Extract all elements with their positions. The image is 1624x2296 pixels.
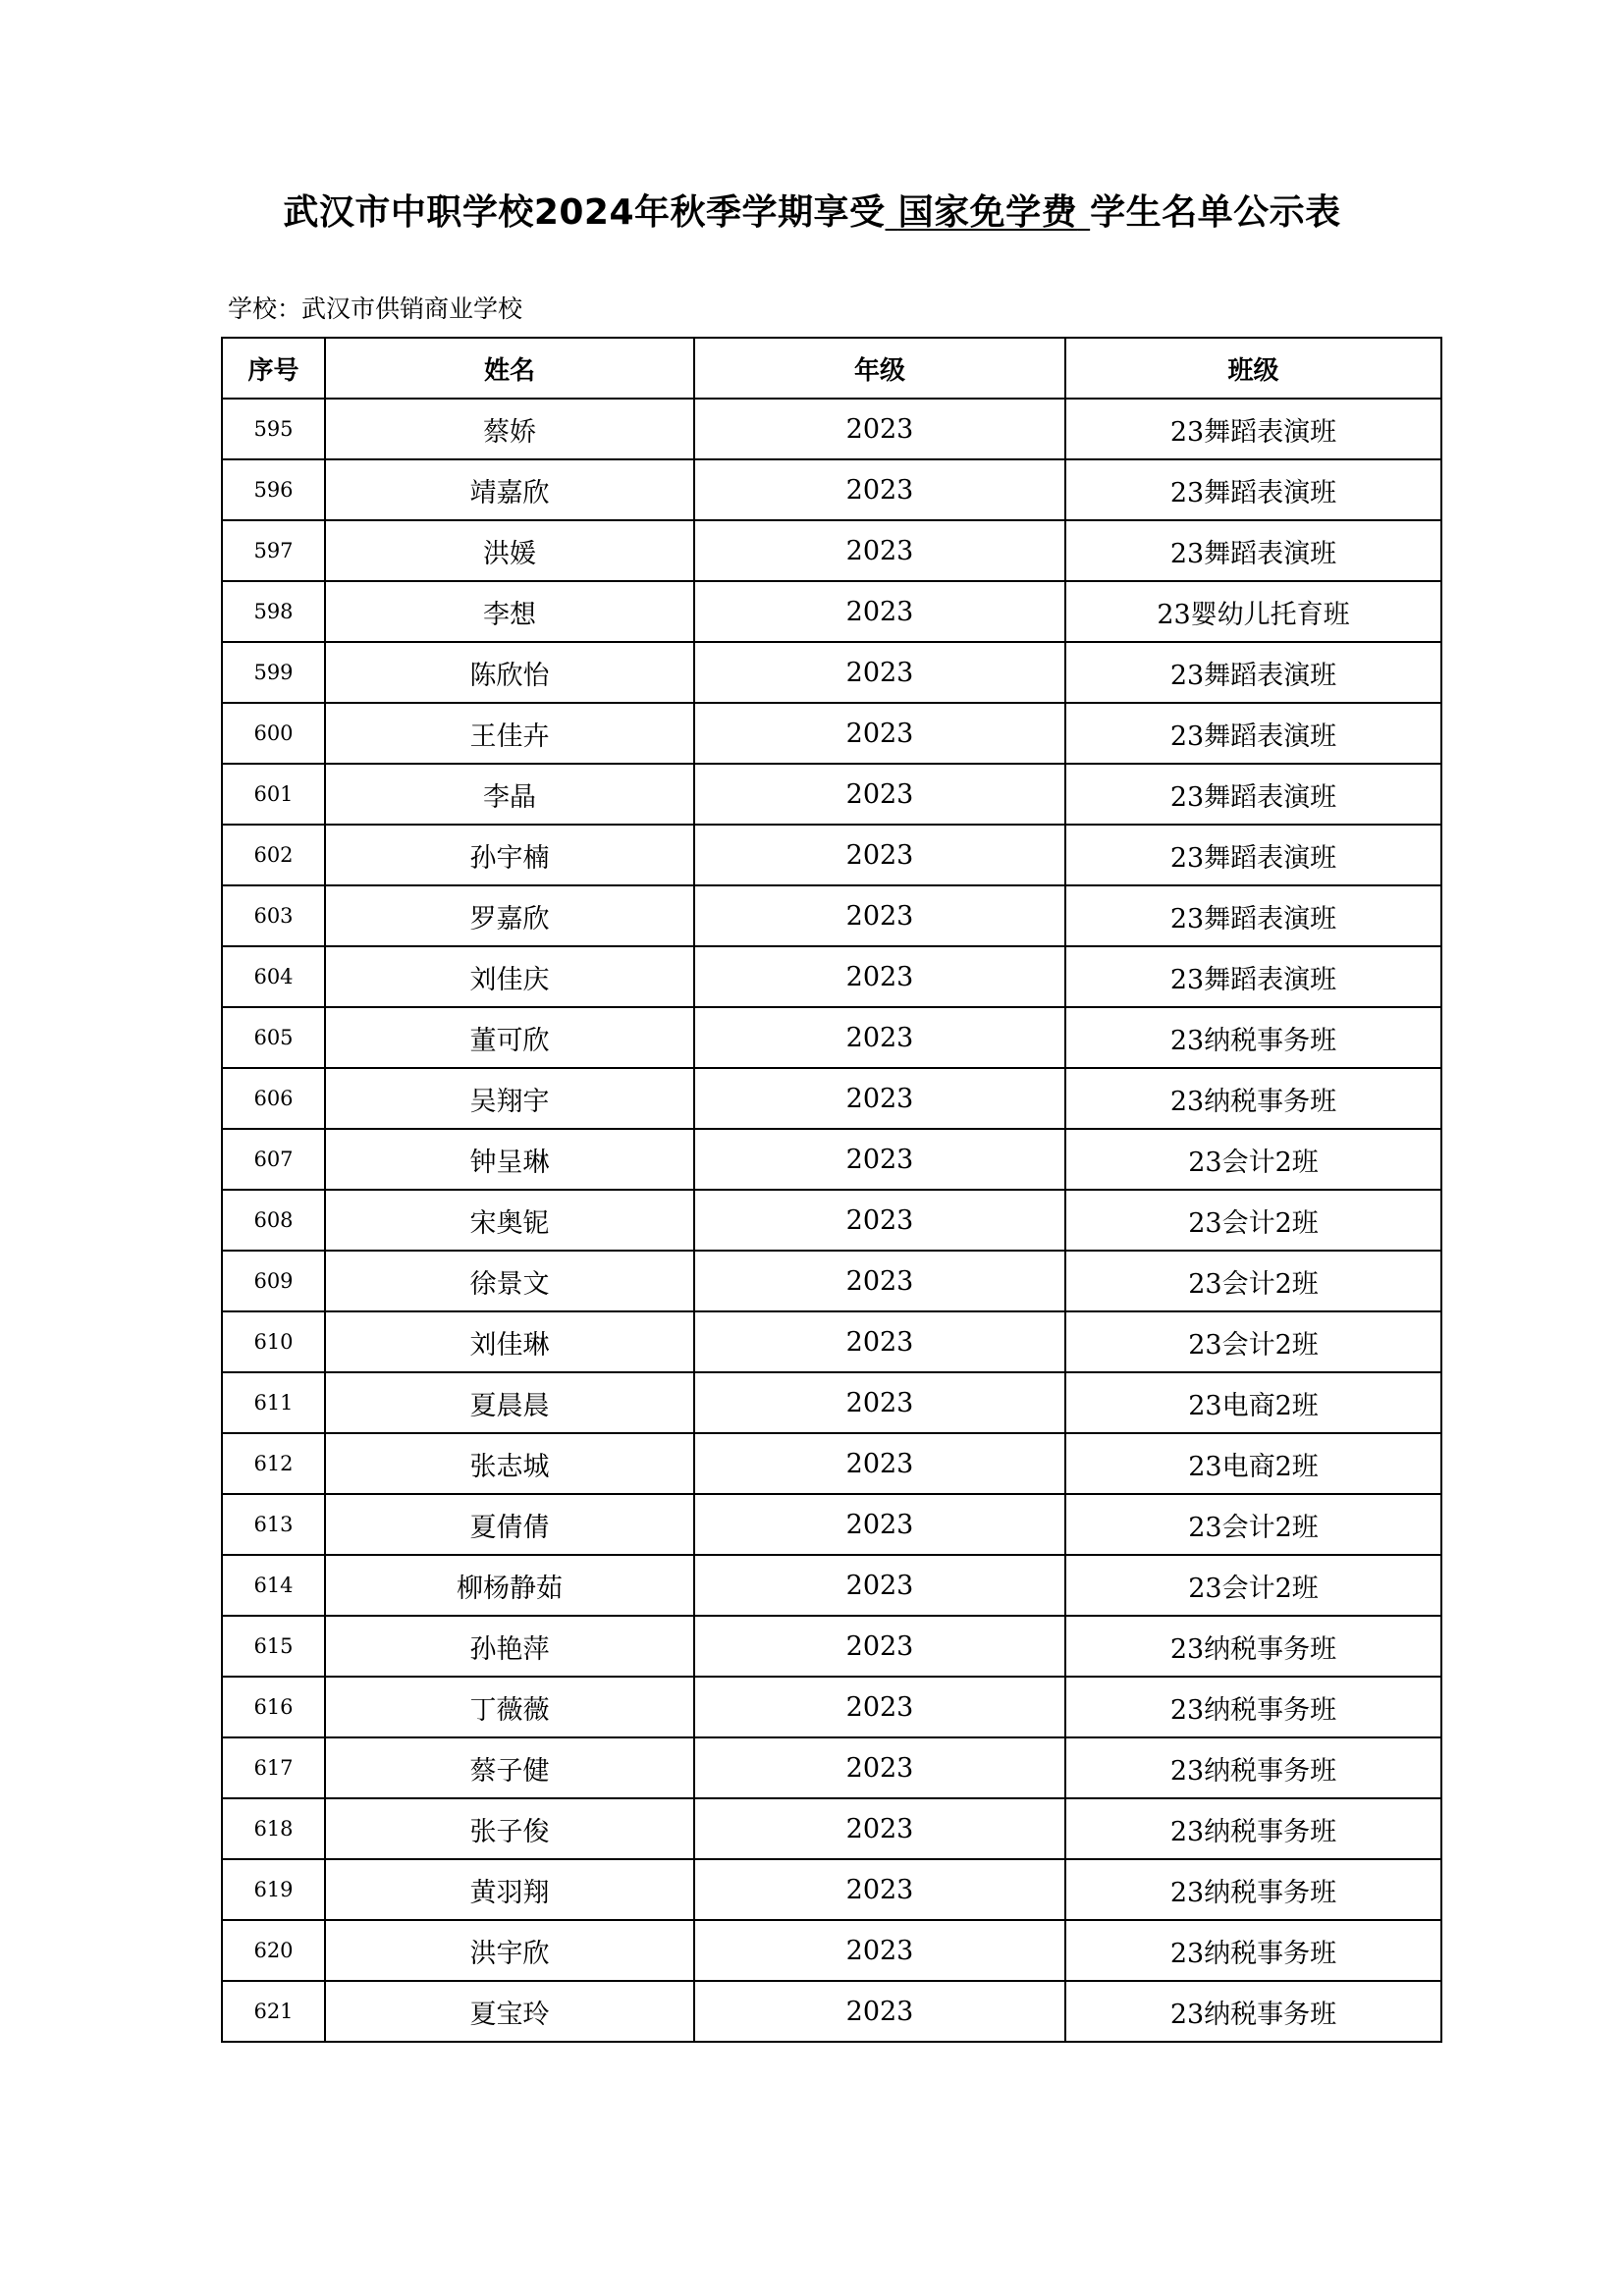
cell-name: 孙艳萍: [325, 1616, 694, 1677]
cell-class: 23纳税事务班: [1065, 1737, 1441, 1798]
cell-grade: 2023: [694, 1068, 1065, 1129]
cell-grade: 2023: [694, 1677, 1065, 1737]
cell-class: 23舞蹈表演班: [1065, 459, 1441, 520]
cell-class: 23纳税事务班: [1065, 1859, 1441, 1920]
header-grade: 年级: [694, 338, 1065, 399]
cell-class: 23纳税事务班: [1065, 1068, 1441, 1129]
cell-class: 23舞蹈表演班: [1065, 825, 1441, 885]
cell-grade: 2023: [694, 1616, 1065, 1677]
cell-class: 23会计2班: [1065, 1190, 1441, 1251]
cell-seq: 599: [222, 642, 325, 703]
cell-grade: 2023: [694, 1859, 1065, 1920]
table-row: [222, 1616, 1441, 1677]
cell-class: 23会计2班: [1065, 1494, 1441, 1555]
cell-grade: 2023: [694, 1798, 1065, 1859]
cell-grade: 2023: [694, 1433, 1065, 1494]
cell-seq: 600: [222, 703, 325, 764]
table-row: [222, 399, 1441, 459]
cell-grade: 2023: [694, 642, 1065, 703]
cell-name: 董可欣: [325, 1007, 694, 1068]
header-class: 班级: [1065, 338, 1441, 399]
table-row: [222, 764, 1441, 825]
cell-class: 23婴幼儿托育班: [1065, 581, 1441, 642]
table-row: [222, 1068, 1441, 1129]
table-row: [222, 1311, 1441, 1372]
cell-name: 刘佳琳: [325, 1311, 694, 1372]
cell-name: 张志城: [325, 1433, 694, 1494]
table-row: [222, 581, 1441, 642]
cell-name: 蔡娇: [325, 399, 694, 459]
cell-seq: 618: [222, 1798, 325, 1859]
cell-seq: 621: [222, 1981, 325, 2042]
cell-grade: 2023: [694, 1190, 1065, 1251]
cell-seq: 603: [222, 885, 325, 946]
cell-seq: 598: [222, 581, 325, 642]
cell-class: 23舞蹈表演班: [1065, 764, 1441, 825]
cell-grade: 2023: [694, 1007, 1065, 1068]
cell-grade: 2023: [694, 1981, 1065, 2042]
cell-class: 23舞蹈表演班: [1065, 642, 1441, 703]
table-row: [222, 885, 1441, 946]
cell-seq: 597: [222, 520, 325, 581]
table-row: [222, 1251, 1441, 1311]
cell-name: 柳杨静茹: [325, 1555, 694, 1616]
table-row: [222, 1859, 1441, 1920]
cell-name: 王佳卉: [325, 703, 694, 764]
student-list-table: [221, 337, 1442, 2043]
cell-name: 孙宇楠: [325, 825, 694, 885]
cell-name: 蔡子健: [325, 1737, 694, 1798]
cell-seq: 610: [222, 1311, 325, 1372]
table-row: [222, 1555, 1441, 1616]
cell-seq: 604: [222, 946, 325, 1007]
cell-seq: 596: [222, 459, 325, 520]
title-part1: 武汉市中职学校2024年秋季学期享受: [283, 192, 886, 233]
cell-grade: 2023: [694, 703, 1065, 764]
cell-name: 陈欣怡: [325, 642, 694, 703]
table-row: [222, 703, 1441, 764]
table-row: [222, 1981, 1441, 2042]
table-row: [222, 1190, 1441, 1251]
cell-name: 夏宝玲: [325, 1981, 694, 2042]
cell-name: 吴翔宇: [325, 1068, 694, 1129]
table-row: [222, 1433, 1441, 1494]
cell-grade: 2023: [694, 825, 1065, 885]
table-row: [222, 825, 1441, 885]
cell-name: 徐景文: [325, 1251, 694, 1311]
cell-class: 23会计2班: [1065, 1129, 1441, 1190]
cell-seq: 619: [222, 1859, 325, 1920]
cell-name: 刘佳庆: [325, 946, 694, 1007]
cell-seq: 612: [222, 1433, 325, 1494]
cell-grade: 2023: [694, 885, 1065, 946]
cell-class: 23纳税事务班: [1065, 1007, 1441, 1068]
cell-class: 23舞蹈表演班: [1065, 703, 1441, 764]
cell-grade: 2023: [694, 1737, 1065, 1798]
cell-class: 23会计2班: [1065, 1311, 1441, 1372]
header-name: 姓名: [325, 338, 694, 399]
table-body: [222, 399, 1441, 2042]
table-row: [222, 642, 1441, 703]
cell-name: 钟呈琳: [325, 1129, 694, 1190]
cell-grade: 2023: [694, 1555, 1065, 1616]
cell-name: 洪媛: [325, 520, 694, 581]
title-part2: 学生名单公示表: [1090, 192, 1341, 233]
cell-name: 李想: [325, 581, 694, 642]
cell-class: 23纳税事务班: [1065, 1616, 1441, 1677]
title-underlined: 国家免学费: [897, 192, 1078, 233]
table-row: [222, 459, 1441, 520]
cell-grade: 2023: [694, 946, 1065, 1007]
cell-seq: 620: [222, 1920, 325, 1981]
cell-class: 23纳税事务班: [1065, 1677, 1441, 1737]
cell-grade: 2023: [694, 581, 1065, 642]
cell-name: 宋奥铌: [325, 1190, 694, 1251]
table-row: [222, 1920, 1441, 1981]
cell-class: 23舞蹈表演班: [1065, 885, 1441, 946]
table-row: [222, 520, 1441, 581]
table-row: [222, 1372, 1441, 1433]
cell-seq: 611: [222, 1372, 325, 1433]
cell-class: 23舞蹈表演班: [1065, 946, 1441, 1007]
cell-seq: 595: [222, 399, 325, 459]
cell-seq: 602: [222, 825, 325, 885]
cell-name: 夏晨晨: [325, 1372, 694, 1433]
cell-seq: 608: [222, 1190, 325, 1251]
cell-seq: 601: [222, 764, 325, 825]
cell-grade: 2023: [694, 520, 1065, 581]
cell-name: 黄羽翔: [325, 1859, 694, 1920]
cell-name: 洪宇欣: [325, 1920, 694, 1981]
cell-name: 靖嘉欣: [325, 459, 694, 520]
cell-seq: 607: [222, 1129, 325, 1190]
cell-seq: 614: [222, 1555, 325, 1616]
table-row: [222, 1798, 1441, 1859]
cell-seq: 616: [222, 1677, 325, 1737]
cell-seq: 615: [222, 1616, 325, 1677]
cell-grade: 2023: [694, 1251, 1065, 1311]
cell-class: 23会计2班: [1065, 1555, 1441, 1616]
cell-class: 23纳税事务班: [1065, 1981, 1441, 2042]
cell-class: 23电商2班: [1065, 1433, 1441, 1494]
cell-grade: 2023: [694, 1372, 1065, 1433]
cell-class: 23会计2班: [1065, 1251, 1441, 1311]
cell-name: 罗嘉欣: [325, 885, 694, 946]
table-row: [222, 1007, 1441, 1068]
table-row: [222, 1494, 1441, 1555]
cell-seq: 605: [222, 1007, 325, 1068]
cell-seq: 613: [222, 1494, 325, 1555]
cell-grade: 2023: [694, 1920, 1065, 1981]
cell-grade: 2023: [694, 1311, 1065, 1372]
cell-grade: 2023: [694, 459, 1065, 520]
header-seq: 序号: [222, 338, 325, 399]
table-row: [222, 1677, 1441, 1737]
cell-grade: 2023: [694, 764, 1065, 825]
cell-name: 李晶: [325, 764, 694, 825]
table-row: [222, 1737, 1441, 1798]
cell-class: 23舞蹈表演班: [1065, 399, 1441, 459]
cell-class: 23电商2班: [1065, 1372, 1441, 1433]
cell-class: 23纳税事务班: [1065, 1920, 1441, 1981]
cell-seq: 617: [222, 1737, 325, 1798]
cell-grade: 2023: [694, 1494, 1065, 1555]
cell-grade: 2023: [694, 1129, 1065, 1190]
table-header-row: [222, 338, 1441, 399]
cell-name: 张子俊: [325, 1798, 694, 1859]
cell-name: 夏倩倩: [325, 1494, 694, 1555]
school-line: 学校：武汉市供销商业学校: [228, 294, 523, 323]
cell-seq: 609: [222, 1251, 325, 1311]
cell-grade: 2023: [694, 399, 1065, 459]
table-row: [222, 1129, 1441, 1190]
table-row: [222, 946, 1441, 1007]
cell-class: 23舞蹈表演班: [1065, 520, 1441, 581]
cell-seq: 606: [222, 1068, 325, 1129]
cell-name: 丁薇薇: [325, 1677, 694, 1737]
document-title: [0, 185, 1624, 235]
cell-class: 23纳税事务班: [1065, 1798, 1441, 1859]
